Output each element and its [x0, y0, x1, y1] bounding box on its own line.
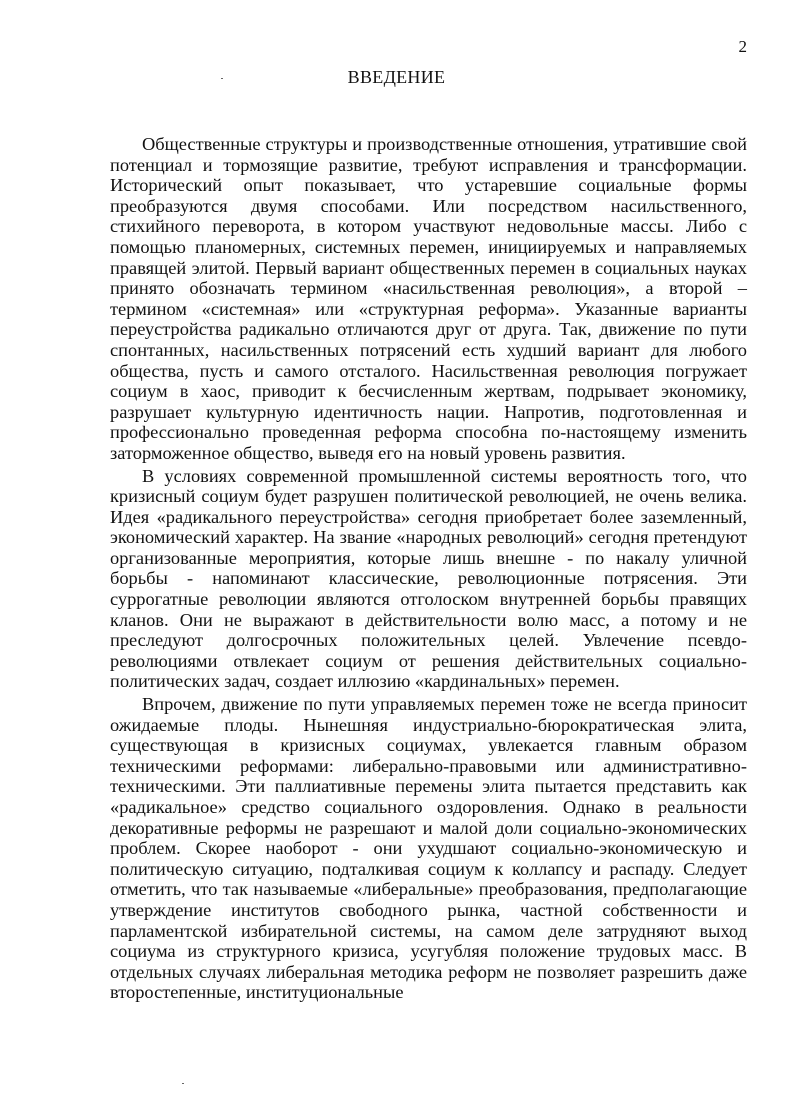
paragraph-2: В условиях современной промышленной системы вероятность того, что кризисный социум будет разрушен политической революцией, не очень велика. Идея «радикального переустройства» сегодня приобретает более заземленный, экономический характер. На звание «народных революций» сегодня претендуют организованные мероприятия, которые лишь внешне - по накалу уличной борьбы - напоминают классические, революционные потрясения. Эти суррогатные революции являются отголоском внутренней борьбы правящих кланов. Они не выражают в действительности волю масс, а потому и не преследуют долгосрочных положительных целей. Увлечение псевдо-революциями отвлекает социум от решения действительных социально-политических задач, создает иллюзию «кардинальных» перемен.: [110, 465, 747, 692]
page-title: ВВЕДЕНИЕ: [347, 67, 446, 87]
scan-speck: [221, 78, 223, 79]
paragraph-1: Общественные структуры и производственные отношения, утратившие свой потенциал и тормозящие развитие, требуют исправления и трансформации. Исторический опыт показывает, что устаревшие социальные формы преобразуются двумя способами. Или посредством насильственного, стихийного переворота, в котором участвуют недовольные массы. Либо с помощью планомерных, системных перемен, инициируемых и направляемых правящей элитой. Первый вариант общественных перемен в социальных науках принято обозначать термином «насильственная революция», а второй – термином «системная» или «структурная реформа». Указанные варианты переустройства радикально отличаются друг от друга. Так, движение по пути спонтанных, насильственных потрясений есть худший вариант для любого общества, пусть и самого отсталого. Насильственная революция погружает социум в хаос, приводит к бесчисленным жертвам, подрывает экономику, разрушает культурную идентичность нации. Напротив, подготовленная и профессионально проведенная реформа способна по-настоящему изменить заторможенное общество, выведя его на новый уровень развития.: [110, 134, 747, 463]
paragraph-3: Впрочем, движение по пути управляемых перемен тоже не всегда приносит ожидаемые плоды. Нынешняя индустриально-бюрократическая элита, существующая в кризисных социумах, увлекается главным образом техническими реформами: либерально-правовыми или административно-техническими. Эти паллиативные перемены элита пытается представить как «радикальное» средство социального оздоровления. Однако в реальности декоративные реформы не разрешают и малой доли социально-экономических проблем. Скорее наоборот - они ухудшают социально-экономическую и политическую ситуацию, подталкивая социум к коллапсу и распаду. Следует отметить, что так называемые «либеральные» преобразования, предполагающие утверждение институтов свободного рынка, частной собственности и парламентской избирательной системы, на самом деле затрудняют выход социума из структурного кризиса, усугубляя положение трудовых масс. В отдельных случаях либеральная методика реформ не позволяет разрешить даже второстепенные, институциональные: [110, 694, 747, 1003]
page-number: 2: [738, 37, 747, 56]
document-body: [110, 134, 747, 1003]
scan-speck: [182, 1083, 184, 1084]
